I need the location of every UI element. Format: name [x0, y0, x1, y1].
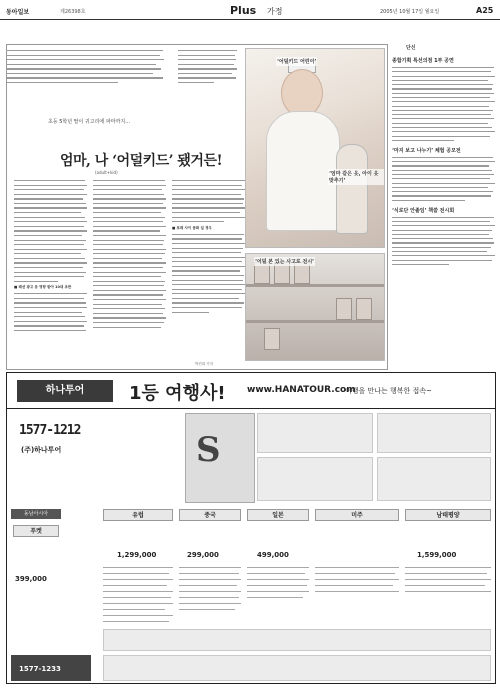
tour-box	[377, 457, 491, 501]
region-head[interactable]: 유럽	[103, 509, 173, 521]
body-column	[14, 180, 88, 366]
child-face	[281, 69, 323, 117]
ad-tagline: 여행을 만나는 행복한 접속~	[345, 387, 432, 395]
intro-text-right	[178, 50, 238, 87]
singapore-graphic	[185, 413, 255, 503]
ad-banner	[7, 373, 495, 409]
page-number: A25	[476, 6, 494, 15]
intro-text-left	[6, 50, 166, 87]
tour-box	[377, 413, 491, 453]
body-column	[172, 180, 246, 366]
region-head[interactable]: 푸켓	[13, 525, 59, 537]
tour-box	[257, 457, 373, 501]
subsection-label: 가정	[267, 7, 283, 16]
tour-price: 1,599,000	[417, 551, 457, 559]
travel-advertisement	[6, 372, 496, 684]
tour-box	[257, 413, 373, 453]
region-head[interactable]: 남태평양	[405, 509, 491, 521]
company-name: (주)하나투어	[21, 446, 62, 454]
article-byline: 박진희 기자	[195, 362, 214, 366]
tour-price: 499,000	[257, 551, 289, 559]
issue-number: 제26398호	[60, 9, 86, 15]
region-head[interactable]: 미주	[315, 509, 399, 521]
region-head[interactable]: 일본	[247, 509, 309, 521]
article-headline: 엄마, 나 ‘어덜키드’ 됐거든!	[60, 153, 223, 169]
article-kicker: 초등 5학년 딸이 귀고리에 파마까지…	[48, 119, 131, 125]
tour-price: 299,000	[187, 551, 219, 559]
region-head[interactable]: 중국	[179, 509, 241, 521]
store-photo	[245, 253, 385, 361]
briefs-tag: 단신	[406, 45, 416, 51]
ad-slogan: 1등 여행사!	[129, 383, 226, 404]
article-body	[14, 180, 246, 366]
brief-title: ‘식로단 안졸임’ 책쓸 전시회	[392, 207, 455, 214]
tour-price: 399,000	[15, 575, 47, 583]
region-tab[interactable]: 동남아시아	[11, 509, 61, 519]
ad-strip	[103, 655, 491, 681]
photo-label: ‘어덜키드 어린이’	[277, 59, 317, 65]
ad-phone: 1577-1212	[19, 423, 81, 438]
brand-logo: 하나투어	[17, 380, 113, 402]
page-header	[0, 0, 500, 20]
section-label: Plus	[230, 4, 257, 17]
main-photo	[245, 48, 385, 248]
photo-label: ‘어덜 본 있는 사고로 전시’	[255, 259, 315, 265]
news-briefs	[392, 44, 496, 370]
ad-url[interactable]: www.HANATOUR.com	[247, 385, 356, 395]
body-subhead: ■ 패션 광고 등 영향 받아 10대 초반	[14, 285, 72, 290]
tour-price: 1,299,000	[117, 551, 157, 559]
body-subhead: ■ 또래 사이 문화 일 경우	[172, 225, 212, 230]
article-subline: (adult+kid)	[95, 170, 118, 175]
ad-strip	[103, 629, 491, 651]
publication-name: 동아일보	[6, 9, 30, 16]
doll-figure	[336, 144, 368, 234]
bottom-phone: 1577-1233	[19, 665, 61, 673]
brief-title: 종합기획 특선의점 1부 공연	[392, 58, 454, 64]
body-column	[93, 180, 167, 366]
brief-title: ‘마지 보고 나누기’ 체험 공모전	[392, 147, 461, 154]
photo-label: ‘엄마 같은 옷, 아이 옷 맞추기’	[328, 169, 384, 185]
sg-letter: S	[196, 430, 221, 470]
issue-date: 2005년 10월 17일 월요일	[380, 9, 440, 15]
